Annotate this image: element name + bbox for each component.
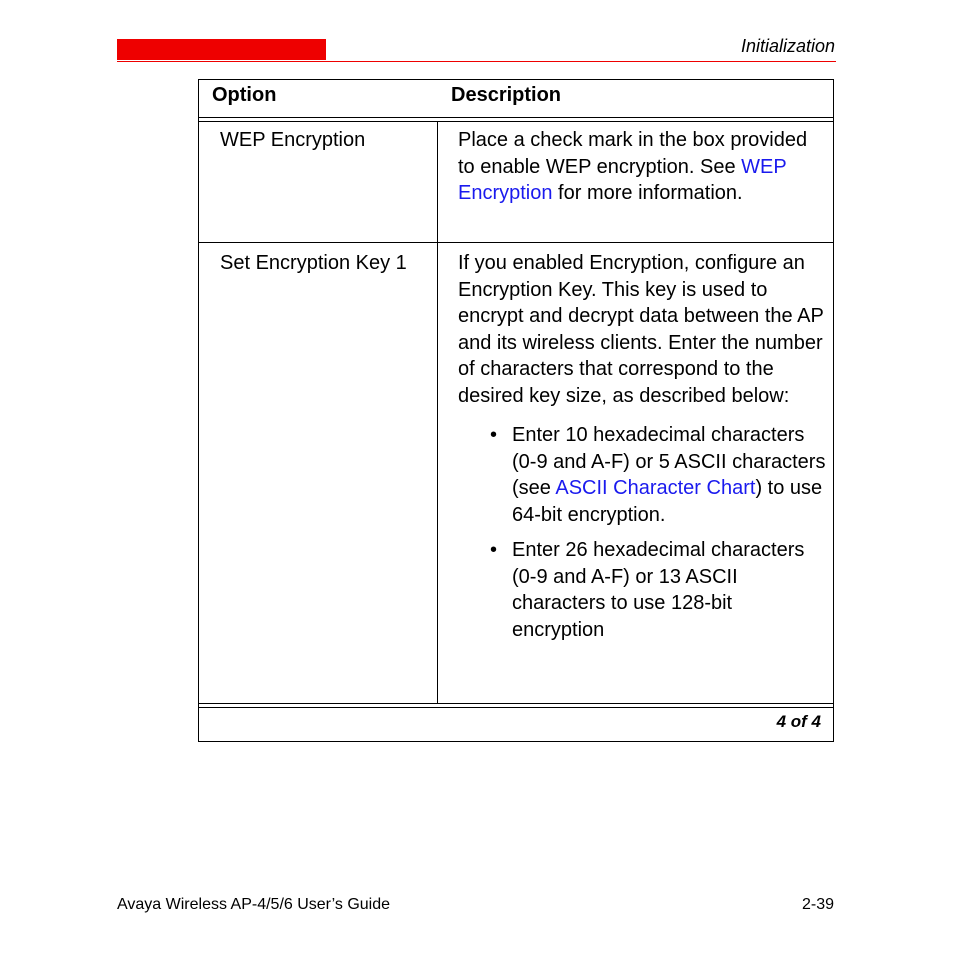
table-row-option: Set Encryption Key 1: [220, 252, 407, 274]
options-table: [198, 79, 834, 742]
header-divider-double: [199, 121, 833, 122]
header-accent-bar: [117, 39, 326, 60]
row-divider-double: [199, 707, 833, 708]
table-row-description: [458, 250, 828, 643]
list-item-text: Enter 26 hexadecimal characters (0-9 and A-F) or 13 ASCII characters to use 128-bit encryption: [512, 539, 805, 641]
description-text: Place a check mark in the box provided to enable WEP encryption. See: [458, 129, 808, 178]
column-header-description: Description: [451, 84, 562, 106]
bullet-icon: •: [490, 539, 498, 561]
section-title: Initialization: [740, 36, 835, 56]
column-header-option: Option: [212, 84, 277, 106]
table-row-description: [458, 127, 828, 207]
list-item: [490, 422, 828, 528]
header-divider: [199, 117, 833, 118]
list-item: [490, 537, 828, 643]
description-text: If you enabled Encryption, configure an Encryption Key. This key is used to encrypt and decrypt data between the AP and its wireless clients. Enter the number of characters that correspond to the desired key size, as described below:: [458, 252, 824, 407]
list-item-text: ) to use 64-bit encryption.: [512, 477, 823, 526]
footer-guide-title: Avaya Wireless AP-4/5/6 User’s Guide: [117, 896, 391, 913]
column-divider: [437, 121, 438, 703]
bullet-icon: •: [490, 424, 498, 446]
table-row-option: WEP Encryption: [220, 129, 366, 151]
description-text: for more information.: [552, 182, 743, 204]
list-item-text: Enter 10 hexadecimal characters (0-9 and A-F) or 5 ASCII characters (see: [512, 424, 826, 499]
row-divider: [199, 242, 833, 243]
header-rule: [117, 61, 836, 62]
row-divider: [199, 703, 833, 704]
ascii-character-chart-link[interactable]: ASCII Character Chart: [555, 477, 756, 499]
footer-page-number: 2-39: [801, 896, 834, 913]
wep-encryption-link[interactable]: WEP Encryption: [458, 155, 787, 204]
table-pager: 4 of 4: [776, 712, 821, 731]
